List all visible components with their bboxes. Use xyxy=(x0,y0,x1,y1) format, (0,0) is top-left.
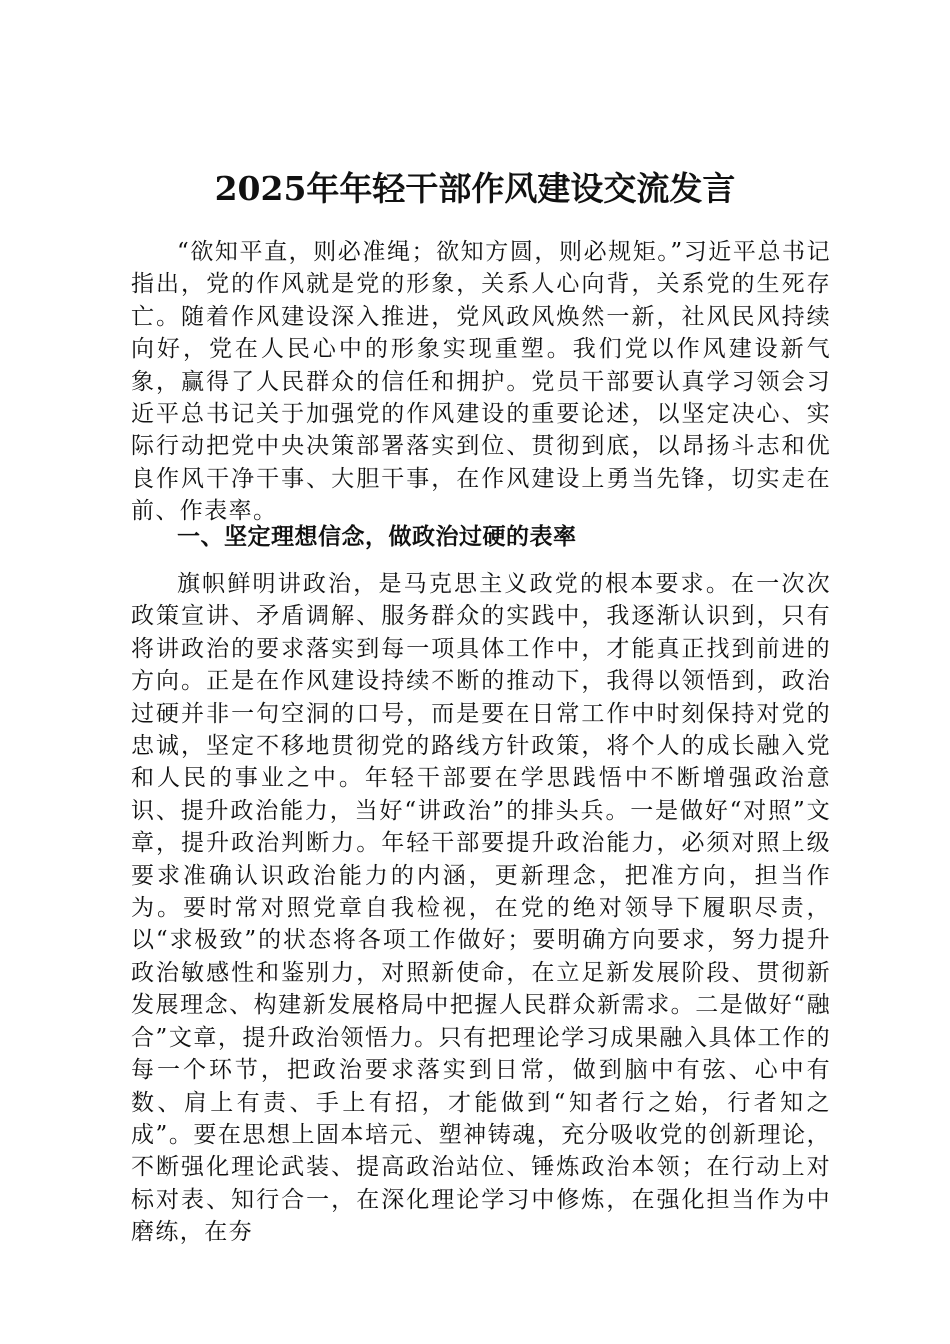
section-paragraph: 旗帜鲜明讲政治，是马克思主义政党的根本要求。在一次次政策宣讲、矛盾调解、服务群众的实践中，我逐渐认识到，只有将讲政治的要求落实到每一项具体工作中，才能真正找到前进的方向。正是在作风建设持续不断的推动下，我得以领悟到，政治过硬并非一句空洞的口号，而是要在日常工作中时刻保持对党的忠诚，坚定不移地贯彻党的路线方针政策，将个人的成长融入党和人民的事业之中。年轻干部要在学思践悟中不断增强政治意识、提升政治能力，当好“讲政治”的排头兵。一是做好“对照”文章，提升政治判断力。年轻干部要提升政治能力，必须对照上级要求准确认识政治能力的内涵，更新理念，把准方向，担当作为。要时常对照党章自我检视，在党的绝对领导下履职尽责，以“求极致”的状态将各项工作做好；要明确方向要求，努力提升政治敏感性和鉴别力，对照新使命，在立足新发展阶段、贯彻新发展理念、构建新发展格局中把握人民群众新需求。二是做好“融合”文章，提升政治领悟力。只有把理论学习成果融入具体工作的每一个环节，把政治要求落实到日常，做到脑中有弦、心中有数、肩上有责、手上有招，才能做到“知者行之始，行者知之成”。要在思想上固本培元、塑神铸魂，充分吸收党的创新理论，不断强化理论武装、提高政治站位、锤炼政治本领；在行动上对标对表、知行合一，在深化理论学习中修炼，在强化担当作为中磨练，在夯 xyxy=(131,571,831,1246)
intro-paragraph: “欲知平直，则必准绳；欲知方圆，则必规矩。”习近平总书记指出，党的作风就是党的形象，关系人心向背，关系党的生死存亡。随着作风建设深入推进，党风政风焕然一新，社风民风持续向好，党在人民心中的形象实现重塑。我们党以作风建设新气象，赢得了人民群众的信任和拥护。党员干部要认真学习领会习近平总书记关于加强党的作风建设的重要论述，以坚定决心、实际行动把党中央决策部署落实到位、贯彻到底，以昂扬斗志和优良作风干净干事、大胆干事，在作风建设上勇当先锋，切实走在前、作表率。 xyxy=(131,239,831,525)
section-heading: 一、坚定理想信念，做政治过硬的表率 xyxy=(177,523,577,550)
document-title: 2025年年轻干部作风建设交流发言 xyxy=(214,169,736,208)
